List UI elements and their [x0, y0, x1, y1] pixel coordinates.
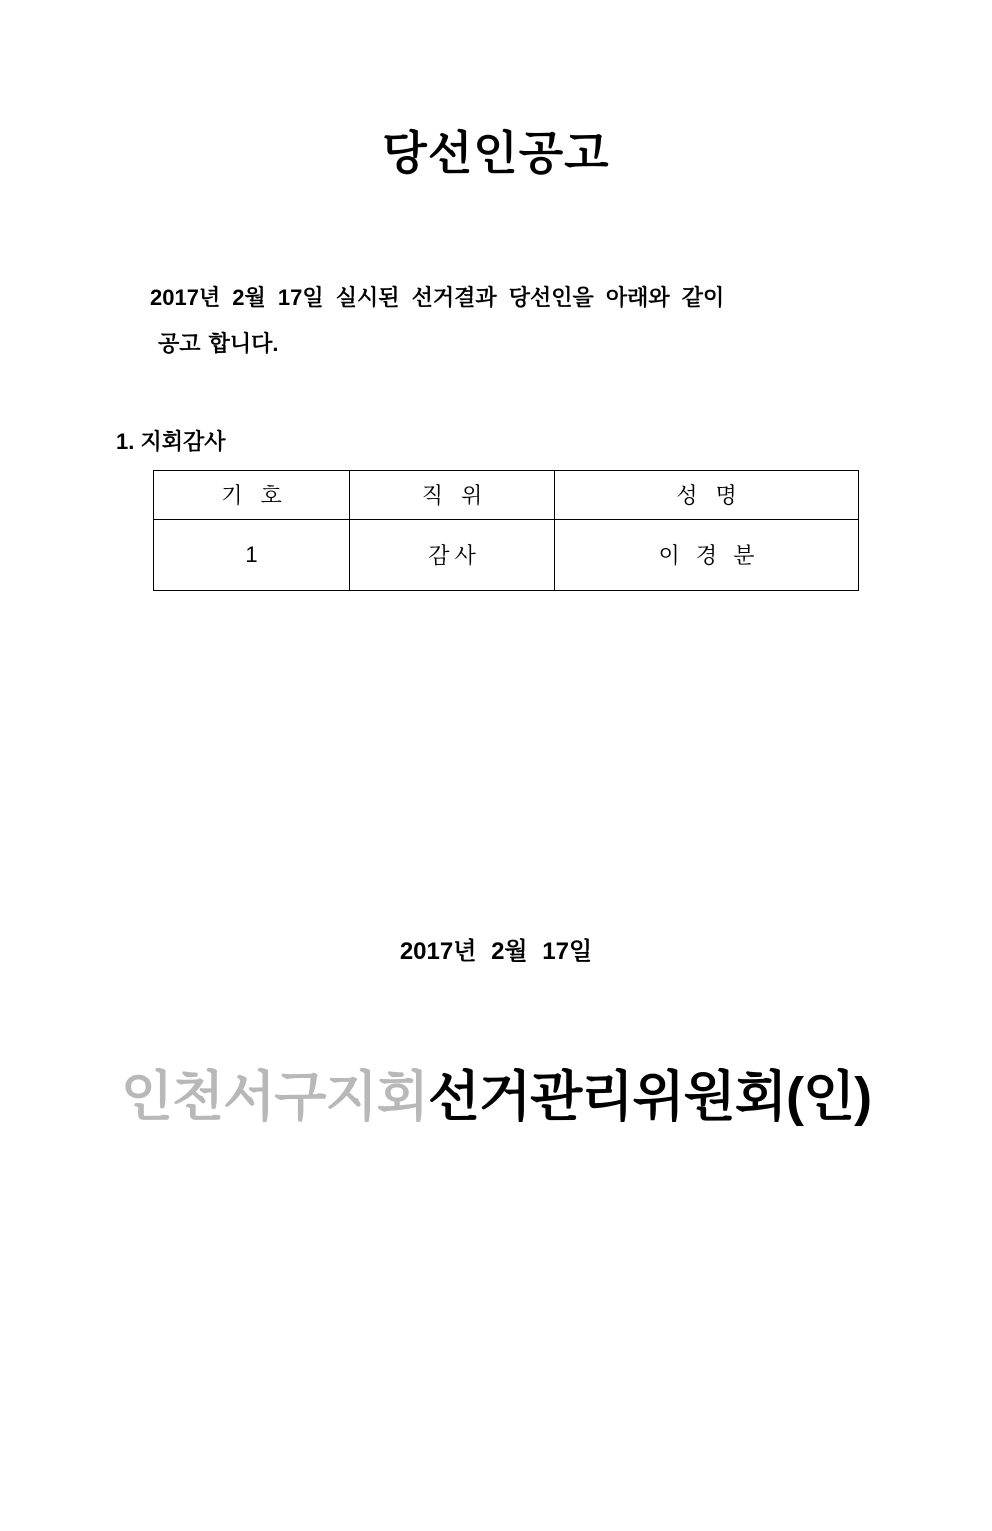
issuing-organization [0, 1054, 992, 1131]
table-header-row [154, 470, 859, 519]
section-heading-auditor: 1. 지회감사 [116, 428, 226, 454]
cell-name: 이 경 분 [555, 519, 859, 590]
column-header-position: 직 위 [350, 470, 555, 519]
column-header-number: 기 호 [154, 470, 350, 519]
cell-number: 1 [154, 519, 350, 590]
page-title: 당선인공고 [382, 127, 610, 179]
result-table-wrapper [0, 470, 992, 591]
intro-paragraph [0, 275, 992, 367]
issue-date: 2017년 2월 17일 [399, 937, 593, 965]
intro-line-1: 2017년 2월 17일 실시된 선거결과 당선인을 아래와 같이 [150, 284, 725, 310]
election-result-table [153, 470, 859, 591]
table-row [154, 519, 859, 590]
column-header-name: 성 명 [555, 470, 859, 519]
document-page [0, 128, 992, 1531]
organization-branch: 인천서구지회 [120, 1066, 428, 1127]
cell-position: 감사 [350, 519, 555, 590]
intro-line-2: 공고 합니다. [158, 330, 279, 356]
organization-committee: 선거관리위원회(인) [427, 1066, 872, 1127]
